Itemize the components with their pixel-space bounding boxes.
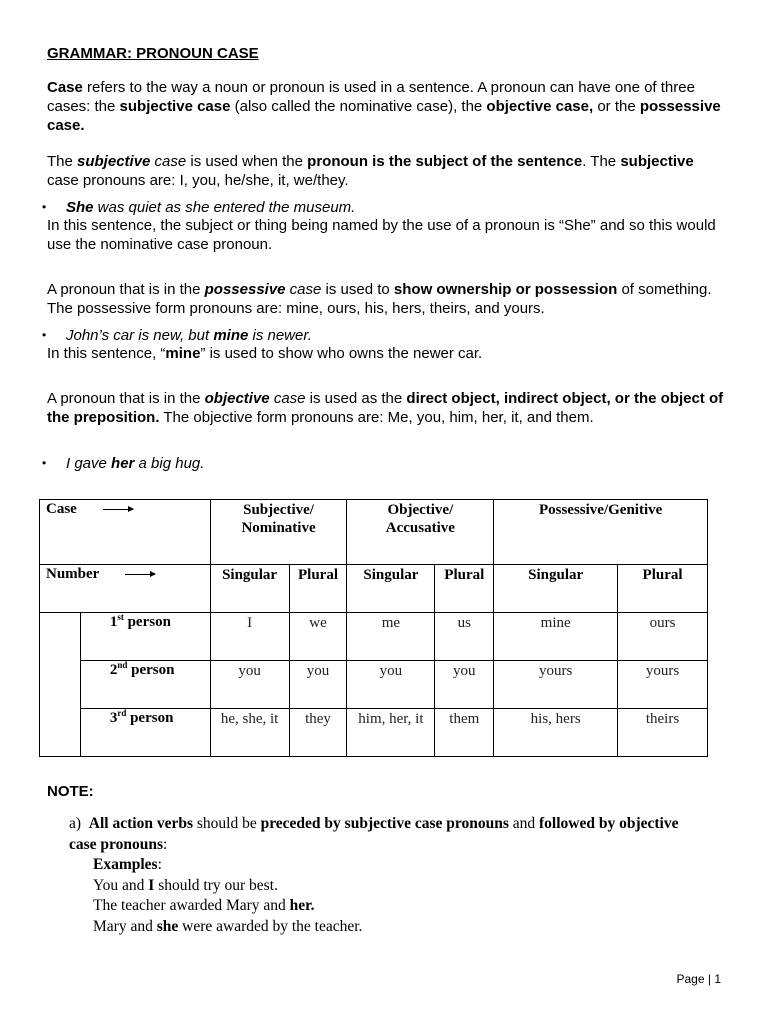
table-cell: you — [210, 661, 289, 709]
arrow-right-icon — [103, 509, 133, 510]
table-cell: his, hers — [494, 709, 618, 757]
number-header: Plural — [435, 565, 494, 613]
subjective-explanation: In this sentence, the subject or thing being named by the use of a pronoun is “She” and so this would use the nominative case pronoun. — [47, 217, 716, 253]
table-cell: they — [289, 709, 347, 757]
intro-term: Case — [47, 79, 83, 96]
table-cell: us — [435, 613, 494, 661]
objective-header: Objective/ Accusative — [347, 500, 494, 565]
number-header: Plural — [289, 565, 347, 613]
blank-cell — [40, 613, 81, 757]
bullet-icon: • — [42, 456, 47, 470]
note-item — [69, 814, 709, 937]
example-line: You and I should try our best. — [93, 876, 278, 894]
number-header: Singular — [494, 565, 618, 613]
table-header-row — [40, 500, 708, 565]
number-header-cell: Number — [40, 565, 211, 613]
bullet-icon: • — [42, 200, 47, 214]
table-row — [40, 709, 708, 757]
person-label: 2nd person — [80, 661, 210, 709]
number-header: Plural — [618, 565, 708, 613]
arrow-right-icon — [125, 574, 155, 575]
table-cell: ours — [618, 613, 708, 661]
bullet-icon: • — [42, 328, 47, 342]
possessive-paragraph: A pronoun that is in the possessive case is used to show ownership or possession of something. The possessive form pronouns are: mine, ours, his, hers, theirs, and yours. — [47, 281, 712, 317]
example-line: The teacher awarded Mary and her. — [93, 897, 315, 914]
number-header: Singular — [347, 565, 435, 613]
table-cell: theirs — [618, 709, 708, 757]
table-cell: them — [435, 709, 494, 757]
possessive-explanation: In this sentence, “mine” is used to show who owns the newer car. — [47, 345, 483, 362]
table-cell: me — [347, 613, 435, 661]
table-cell: yours — [618, 661, 708, 709]
table-cell: he, she, it — [210, 709, 289, 757]
table-number-row — [40, 565, 708, 613]
table-cell: mine — [494, 613, 618, 661]
table-row — [40, 661, 708, 709]
example-line: Mary and she were awarded by the teacher. — [93, 917, 363, 935]
number-header: Singular — [210, 565, 289, 613]
table-row — [40, 613, 708, 661]
page-number: 1 — [714, 972, 721, 986]
objective-paragraph: A pronoun that is in the objective case is used as the direct object, indirect object, or the object of the preposition. The objective form pronouns are: Me, you, him, her, it, and them. — [47, 390, 724, 426]
possessive-header: Possessive/Genitive — [494, 500, 708, 565]
person-label: 1st person — [80, 613, 210, 661]
table-cell: I — [210, 613, 289, 661]
table-cell: you — [347, 661, 435, 709]
intro-paragraph: Case refers to the way a noun or pronoun is used in a sentence. A pronoun can have one of three cases: the subjective case (also called the nominative case), the objective case, or the possessive case. — [47, 79, 721, 134]
examples-label: Examples: — [93, 856, 162, 873]
pronoun-case-table — [39, 499, 708, 757]
table-cell: him, her, it — [347, 709, 435, 757]
table-cell: yours — [494, 661, 618, 709]
table-cell: we — [289, 613, 347, 661]
person-label: 3rd person — [80, 709, 210, 757]
page-footer: Page | 1 — [676, 972, 721, 986]
table-cell: you — [435, 661, 494, 709]
subjective-header: Subjective/ Nominative — [210, 500, 347, 565]
subjective-paragraph: The subjective case is used when the pronoun is the subject of the sentence. The subjective case pronouns are: I, you, he/she, it, we/they. — [47, 153, 694, 189]
list-marker: a) — [69, 815, 82, 832]
table-cell: you — [289, 661, 347, 709]
case-header-cell: Case — [40, 500, 211, 565]
note-rule: a) All action verbs should be preceded by subjective case pronouns and followed by objective case pronouns: — [69, 815, 679, 853]
page-title: GRAMMAR: PRONOUN CASE — [47, 45, 259, 62]
note-heading: NOTE: — [47, 783, 94, 800]
